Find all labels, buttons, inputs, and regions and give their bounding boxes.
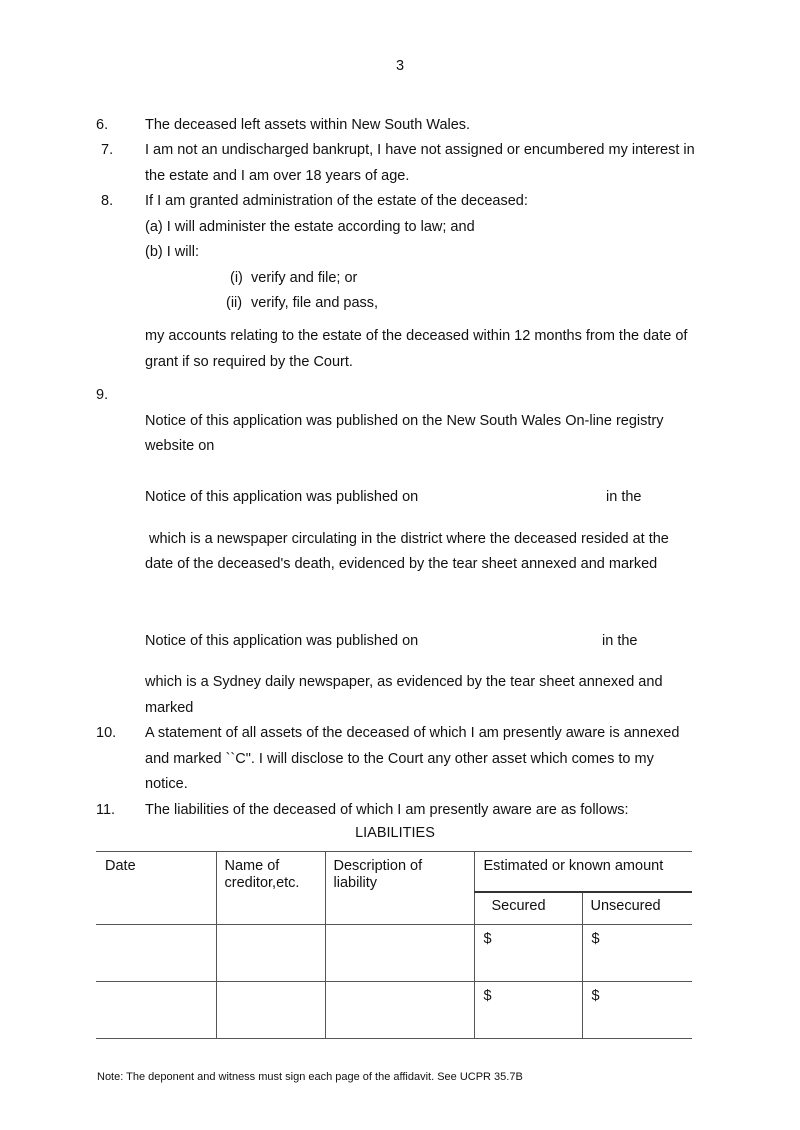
header-unsecured: Unsecured — [582, 892, 692, 925]
page-number: 3 — [395, 58, 405, 74]
cell-description[interactable] — [325, 925, 474, 982]
item-number-11: 11. — [96, 802, 116, 818]
header-secured: Secured — [474, 892, 582, 925]
cell-unsecured[interactable]: $ — [582, 925, 692, 982]
item-8-cont-line-2: grant if so required by the Court. — [145, 354, 353, 370]
cell-unsecured[interactable]: $ — [582, 982, 692, 1039]
item-number-9: 9. — [96, 387, 109, 403]
item-8-ii-number: (ii) — [226, 295, 243, 311]
cell-creditor[interactable] — [216, 925, 325, 982]
item-9-local-line-1-tail: in the — [606, 489, 642, 505]
table-row — [96, 925, 692, 982]
item-8-cont-line-1: my accounts relating to the estate of the deceased within 12 months from the date of — [145, 328, 688, 344]
item-8-i-number: (i) — [230, 270, 243, 286]
item-6-text: The deceased left assets within New South Wales. — [145, 117, 471, 133]
item-number-10: 10. — [96, 725, 117, 741]
item-9-sydney-line-1-tail: in the — [602, 633, 638, 649]
liabilities-table — [96, 851, 692, 1039]
header-creditor: Name of creditor,etc. — [216, 852, 325, 925]
cell-description[interactable] — [325, 982, 474, 1039]
item-10-line-3: notice. — [145, 776, 188, 792]
footnote: Note: The deponent and witness must sign each page of the affidavit. See UCPR 35.7B — [97, 1071, 523, 1083]
item-9-sydney-line-2: which is a Sydney daily newspaper, as evidenced by the tear sheet annexed and — [145, 674, 663, 690]
item-10-line-1: A statement of all assets of the deceased of which I am presently aware is annexed — [145, 725, 680, 741]
cell-creditor[interactable] — [216, 982, 325, 1039]
item-9-online-line-2: website on — [145, 438, 215, 454]
item-number-7: 7. — [101, 142, 114, 158]
item-7-line-2: the estate and I am over 18 years of age. — [145, 168, 410, 184]
item-9-online-line-1: Notice of this application was published on the New South Wales On-line registry — [145, 413, 664, 429]
cell-secured[interactable]: $ — [474, 925, 582, 982]
item-7-line-1: I am not an undischarged bankrupt, I have not assigned or encumbered my interest in — [145, 142, 695, 158]
item-9-local-line-3: date of the deceased's death, evidenced by the tear sheet annexed and marked — [145, 556, 658, 572]
table-header-row — [96, 852, 692, 892]
cell-date[interactable] — [96, 982, 216, 1039]
table-row — [96, 982, 692, 1039]
item-8-ii-text: verify, file and pass, — [251, 295, 379, 311]
item-9-sydney-line-1: Notice of this application was published on — [145, 633, 419, 649]
header-amount: Estimated or known amount — [474, 852, 692, 892]
item-9-local-line-2: which is a newspaper circulating in the district where the deceased resided at the — [149, 531, 669, 547]
item-9-sydney-line-3: marked — [145, 700, 194, 716]
item-8-text: If I am granted administration of the estate of the deceased: — [145, 193, 528, 209]
item-10-line-2: and marked ``C". I will disclose to the Court any other asset which comes to my — [145, 751, 654, 767]
item-9-local-line-1: Notice of this application was published on — [145, 489, 419, 505]
item-number-6: 6. — [96, 117, 109, 133]
header-description: Description of liability — [325, 852, 474, 925]
liabilities-title: LIABILITIES — [355, 825, 435, 841]
header-date: Date — [96, 852, 216, 925]
cell-date[interactable] — [96, 925, 216, 982]
item-number-8: 8. — [101, 193, 114, 209]
cell-secured[interactable]: $ — [474, 982, 582, 1039]
item-8-a: (a) I will administer the estate according to law; and — [145, 219, 475, 235]
item-8-b: (b) I will: — [145, 244, 199, 260]
item-8-i-text: verify and file; or — [251, 270, 358, 286]
item-11-text: The liabilities of the deceased of which I am presently aware are as follows: — [145, 802, 629, 818]
